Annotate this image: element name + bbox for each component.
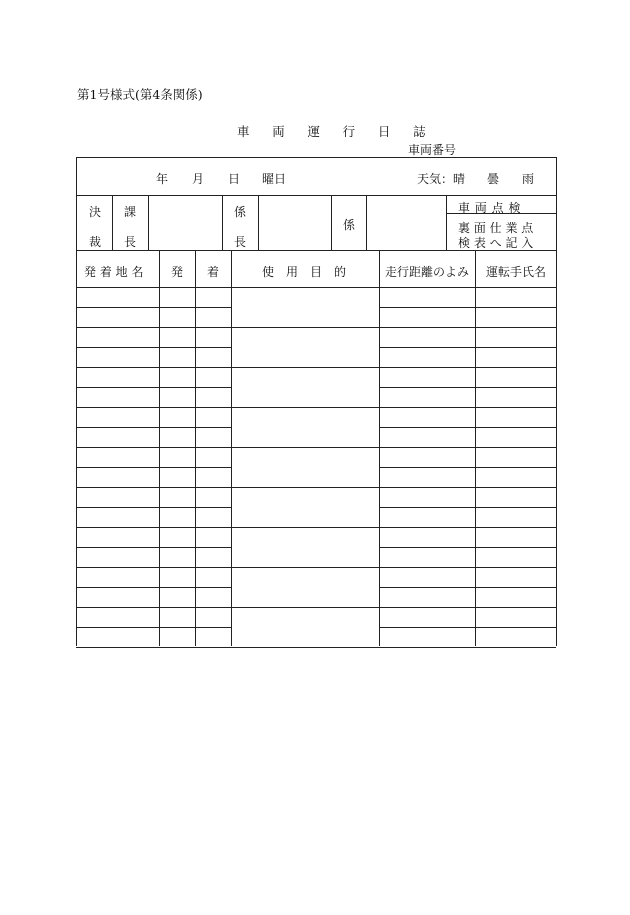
mileage-cell[interactable] <box>382 470 472 484</box>
kessai-label-top: 決 <box>89 205 102 219</box>
arrive-time-cell[interactable] <box>198 510 228 524</box>
purpose-cell[interactable] <box>234 450 376 484</box>
header-place: 発 着 地 名 <box>84 265 144 279</box>
depart-time-cell[interactable] <box>162 610 192 624</box>
depart-time-cell[interactable] <box>162 390 192 404</box>
kakaricho-label-top: 係 <box>234 205 247 219</box>
depart-time-cell[interactable] <box>162 410 192 424</box>
depart-time-cell[interactable] <box>162 510 192 524</box>
mileage-cell[interactable] <box>382 590 472 604</box>
mileage-cell[interactable] <box>382 570 472 584</box>
vehicle-number-label: 車両番号 <box>408 143 457 157</box>
arrive-time-cell[interactable] <box>198 310 228 324</box>
arrive-time-cell[interactable] <box>198 490 228 504</box>
depart-time-cell[interactable] <box>162 530 192 544</box>
purpose-cell[interactable] <box>234 330 376 364</box>
weekday-label: 曜日 <box>262 172 287 186</box>
document-title: 車 両 運 行 日 誌 <box>237 124 435 139</box>
driver-name-cell[interactable] <box>478 410 553 424</box>
mileage-cell[interactable] <box>382 550 472 564</box>
place-cell[interactable] <box>79 370 156 384</box>
place-cell[interactable] <box>79 590 156 604</box>
mileage-cell[interactable] <box>382 610 472 624</box>
driver-name-cell[interactable] <box>478 370 553 384</box>
kessai-label-bottom: 裁 <box>89 235 102 249</box>
place-cell[interactable] <box>79 530 156 544</box>
mileage-cell[interactable] <box>382 390 472 404</box>
weather-label: 天気：晴 <box>417 172 466 186</box>
place-cell[interactable] <box>79 450 156 464</box>
purpose-cell[interactable] <box>234 370 376 404</box>
purpose-cell[interactable] <box>234 290 376 324</box>
kakari-label: 係 <box>343 218 356 232</box>
arrive-time-cell[interactable] <box>198 410 228 424</box>
driver-name-cell[interactable] <box>478 330 553 344</box>
place-cell[interactable] <box>79 390 156 404</box>
place-cell[interactable] <box>79 490 156 504</box>
purpose-cell[interactable] <box>234 610 376 644</box>
place-cell[interactable] <box>79 310 156 324</box>
place-cell[interactable] <box>79 610 156 624</box>
mileage-cell[interactable] <box>382 430 472 444</box>
header-mileage: 走行距離のよみ <box>385 265 470 279</box>
driver-name-cell[interactable] <box>478 310 553 324</box>
weather-cloudy: 曇 <box>487 172 500 186</box>
depart-time-cell[interactable] <box>162 450 192 464</box>
arrive-time-cell[interactable] <box>198 450 228 464</box>
depart-time-cell[interactable] <box>162 370 192 384</box>
weather-rain: 雨 <box>522 172 535 186</box>
header-arrive: 着 <box>207 265 220 279</box>
arrive-time-cell[interactable] <box>198 330 228 344</box>
depart-time-cell[interactable] <box>162 570 192 584</box>
depart-time-cell[interactable] <box>162 350 192 364</box>
arrive-time-cell[interactable] <box>198 430 228 444</box>
mileage-cell[interactable] <box>382 490 472 504</box>
form-code: 第1号様式(第4条関係) <box>77 87 203 102</box>
driver-name-cell[interactable] <box>478 490 553 504</box>
mileage-cell[interactable] <box>382 410 472 424</box>
depart-time-cell[interactable] <box>162 290 192 304</box>
mileage-cell[interactable] <box>382 350 472 364</box>
mileage-cell[interactable] <box>382 310 472 324</box>
kacho-label-top: 課 <box>124 205 137 219</box>
year-label: 年 <box>156 172 169 186</box>
place-cell[interactable] <box>79 290 156 304</box>
place-cell[interactable] <box>79 570 156 584</box>
header-driver: 運転手氏名 <box>486 265 547 279</box>
depart-time-cell[interactable] <box>162 490 192 504</box>
place-cell[interactable] <box>79 430 156 444</box>
purpose-cell[interactable] <box>234 570 376 604</box>
place-cell[interactable] <box>79 410 156 424</box>
arrive-time-cell[interactable] <box>198 470 228 484</box>
depart-time-cell[interactable] <box>162 630 192 644</box>
arrive-time-cell[interactable] <box>198 630 228 644</box>
depart-time-cell[interactable] <box>162 550 192 564</box>
depart-time-cell[interactable] <box>162 330 192 344</box>
mileage-cell[interactable] <box>382 450 472 464</box>
mileage-cell[interactable] <box>382 530 472 544</box>
driver-name-cell[interactable] <box>478 510 553 524</box>
driver-name-cell[interactable] <box>478 430 553 444</box>
arrive-time-cell[interactable] <box>198 570 228 584</box>
inspection-note-line1: 裏 面 仕 業 点 <box>458 221 534 235</box>
driver-name-cell[interactable] <box>478 350 553 364</box>
driver-name-cell[interactable] <box>478 390 553 404</box>
driver-name-cell[interactable] <box>478 470 553 484</box>
depart-time-cell[interactable] <box>162 590 192 604</box>
depart-time-cell[interactable] <box>162 310 192 324</box>
place-cell[interactable] <box>79 470 156 484</box>
mileage-cell[interactable] <box>382 630 472 644</box>
purpose-cell[interactable] <box>234 490 376 524</box>
place-cell[interactable] <box>79 550 156 564</box>
depart-time-cell[interactable] <box>162 430 192 444</box>
arrive-time-cell[interactable] <box>198 370 228 384</box>
mileage-cell[interactable] <box>382 510 472 524</box>
purpose-cell[interactable] <box>234 530 376 564</box>
driver-name-cell[interactable] <box>478 610 553 624</box>
driver-name-cell[interactable] <box>478 590 553 604</box>
arrive-time-cell[interactable] <box>198 610 228 624</box>
mileage-cell[interactable] <box>382 330 472 344</box>
arrive-time-cell[interactable] <box>198 530 228 544</box>
driver-name-cell[interactable] <box>478 290 553 304</box>
driver-name-cell[interactable] <box>478 630 553 644</box>
kakaricho-label-bottom: 長 <box>234 235 247 249</box>
driver-name-cell[interactable] <box>478 550 553 564</box>
inspection-note-line2: 検 表 へ 記 入 <box>458 236 534 250</box>
place-cell[interactable] <box>79 350 156 364</box>
place-cell[interactable] <box>79 510 156 524</box>
header-purpose: 使 用 目 的 <box>262 265 347 279</box>
driver-name-cell[interactable] <box>478 570 553 584</box>
kacho-label-bottom: 長 <box>124 235 137 249</box>
mileage-cell[interactable] <box>382 370 472 384</box>
depart-time-cell[interactable] <box>162 470 192 484</box>
arrive-time-cell[interactable] <box>198 290 228 304</box>
driver-name-cell[interactable] <box>478 530 553 544</box>
place-cell[interactable] <box>79 330 156 344</box>
arrive-time-cell[interactable] <box>198 390 228 404</box>
place-cell[interactable] <box>79 630 156 644</box>
month-label: 月 <box>192 172 205 186</box>
purpose-cell[interactable] <box>234 410 376 444</box>
day-label: 日 <box>228 172 241 186</box>
inspection-title: 車 両 点 検 <box>458 201 521 215</box>
arrive-time-cell[interactable] <box>198 350 228 364</box>
driver-name-cell[interactable] <box>478 450 553 464</box>
arrive-time-cell[interactable] <box>198 590 228 604</box>
mileage-cell[interactable] <box>382 290 472 304</box>
arrive-time-cell[interactable] <box>198 550 228 564</box>
header-depart: 発 <box>171 265 184 279</box>
